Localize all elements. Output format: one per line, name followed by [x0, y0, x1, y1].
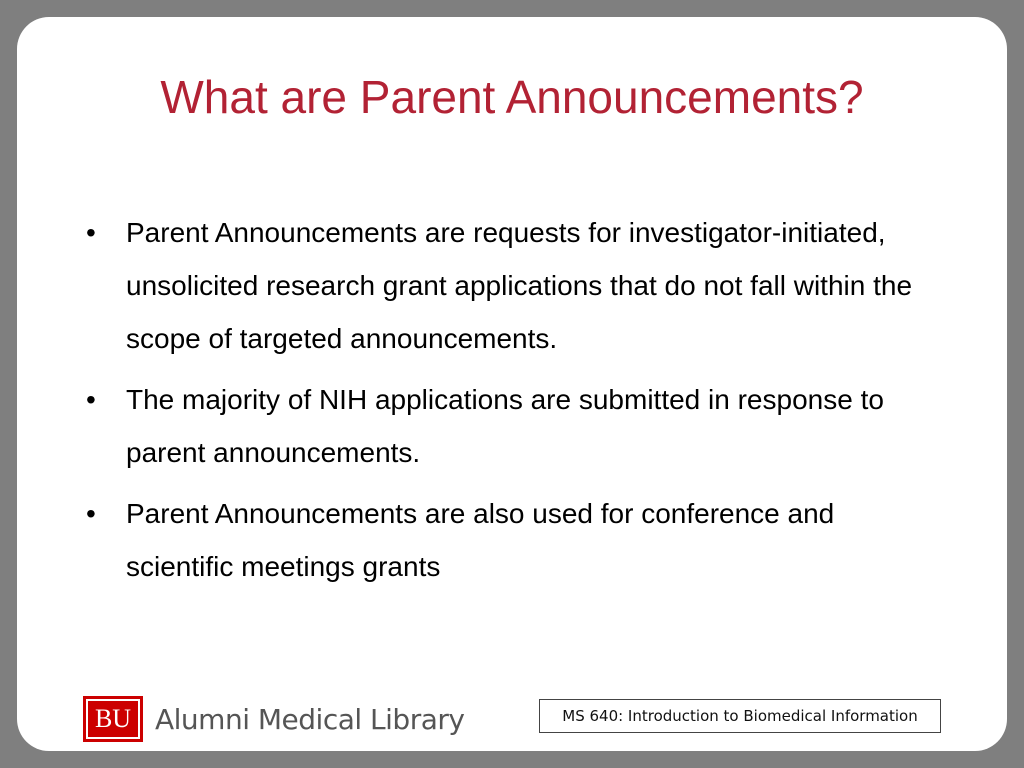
bullet-icon: •	[86, 217, 96, 248]
library-logo	[83, 694, 464, 744]
bullet-item	[86, 373, 936, 479]
bullet-text: The majority of NIH applications are submitted in response to parent announcements.	[126, 384, 884, 468]
slide-title: What are Parent Announcements?	[160, 71, 864, 123]
bullet-list	[86, 206, 936, 593]
course-label: MS 640: Introduction to Biomedical Information	[539, 699, 941, 733]
bullet-icon: •	[86, 498, 96, 529]
bullet-text: Parent Announcements are requests for investigator-initiated, unsolicited research grant applications that do not fall within the scope of targeted announcements.	[126, 217, 913, 354]
bullet-icon: •	[86, 384, 96, 415]
bu-logo-mark: BU	[83, 696, 143, 742]
logo-text: Alumni Medical Library	[155, 702, 465, 736]
bullet-text: Parent Announcements are also used for conference and scientific meetings grants	[126, 498, 835, 582]
bullet-item	[86, 487, 936, 593]
bullet-item	[86, 206, 936, 365]
